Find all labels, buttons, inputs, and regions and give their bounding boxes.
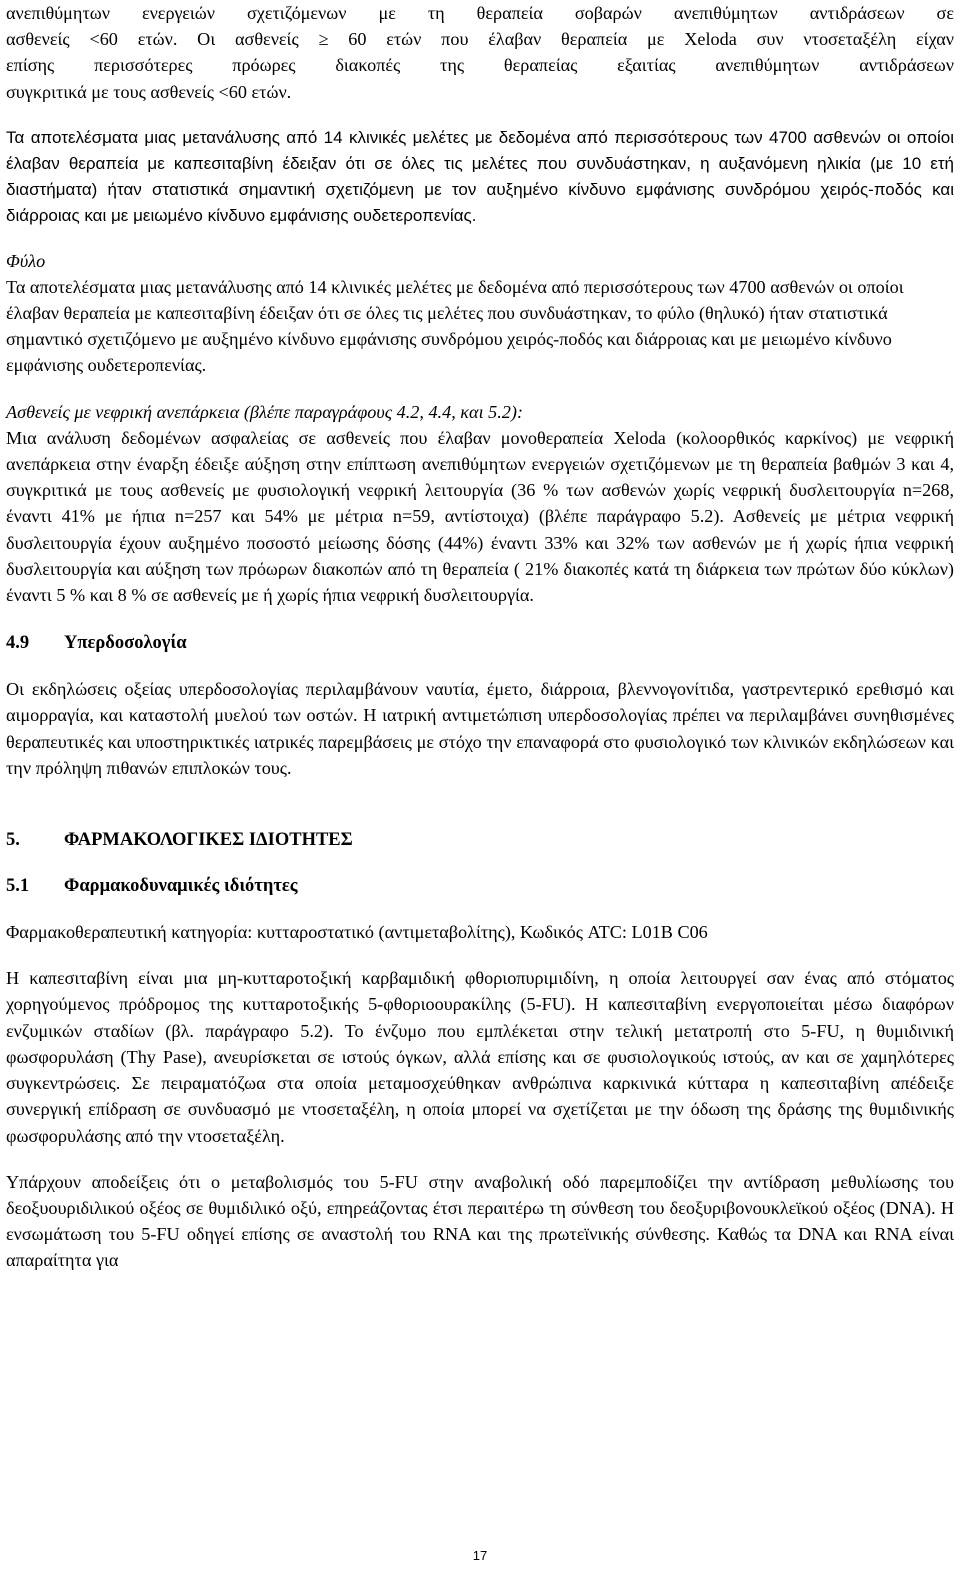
intro-paragraph — [6, 0, 954, 105]
mechanism-paragraph: Η καπεσιταβίνη είναι μια μη-κυτταροτοξική καρβαμιδική φθοριοπυριμιδίνη, η οποία λειτουργεί σαν ένας από στόματος χορηγούμενος πρόδρομος της κυτταροτοξικής 5-φθοριοουρακίλης (5-FU). Η καπεσιταβίνη ενεργοποιείται μέσω διαφόρων ενζυμικών σταδίων (βλ. παράγραφο 5.2). Το ένζυμο που εμπλέκεται στην τελική μετατροπή στο 5-FU, η θυμιδινική φωσφορυλάση (Thy Pase), ανευρίσκεται σε ιστούς όγκων, αλλά επίσης και σε φυσιολογικούς ιστούς, αν και σε χαμηλότερες συγκεντρώσεις. Σε πειραματόζωα στα οποία μεταμοσχεύθηκαν ανθρώπινα καρκινικά κύτταρα η καπεσιταβίνη απέδειξε συνεργική επίδραση σε συνδυασμό με ντοσεταξέλη, η οποία μπορεί να σχετίζεται με την όδωση της δράσης της θυμιδινικής φωσφορυλάσης από την ντοσεταξέλη. — [6, 968, 954, 1146]
sex-paragraph: Τα αποτελέσματα μιας μετανάλυσης από 14 κλινικές μελέτες με δεδομένα από περισσότερους των 4700 ασθενών οι οποίοι έλαβαν θεραπεία με καπεσιταβίνη έδειξαν ότι σε όλες τις μελέτες που συνδυάστηκαν, το φύλο (θηλυκό) ήταν στατιστικά σημαντικό σχετιζόμενο με αυξημένο κίνδυνο εμφάνισης συνδρόμου χειρός-ποδός και διάρροιας και με μειωμένο κίνδυνο εμφάνισης ουδετεροπενίας. — [6, 276, 904, 376]
page-number: 17 — [472, 1548, 488, 1563]
renal-heading: Ασθενείς με νεφρική ανεπάρκεια (βλέπε παραγράφους 4.2, 4.4, και 5.2): — [6, 401, 524, 422]
section-title: Φαρμακοδυναμικές ιδιότητες — [64, 876, 298, 897]
intro-line: επίσης περισσότερες πρόωρες διακοπές της θεραπείας εξαιτίας ανεπιθύμητων αντιδράσεων — [6, 55, 954, 76]
section-number: 4.9 — [6, 633, 30, 654]
document-page — [6, 0, 954, 1274]
section-title: ΦΑΡΜΑΚΟΛΟΓΙΚΕΣ ΙΔΙΟΤΗΤΕΣ — [64, 830, 353, 851]
section-5-1-heading — [6, 873, 954, 899]
intro-line: συγκριτικά με τους ασθενείς <60 ετών. — [6, 81, 292, 102]
intro-line: ανεπιθύμητων ενεργειών σχετιζόμενων με τη θεραπεία σοβαρών ανεπιθύμητων αντιδράσεων σε — [6, 3, 954, 23]
evidence-paragraph: Υπάρχουν αποδείξεις ότι ο μεταβολισμός του 5-FU στην αναβολική οδό παρεμποδίζει την αντίδραση μεθυλίωσης του δεοξυουριδιλικού οξέος σε θυμιδιλικό οξύ, επηρεάζοντας έτσι περαιτέρω τη σύνθεση του δεοξυριβονουκλεϊκού οξέος (DNA). Η ενσωμάτωση του 5-FU οδηγεί επίσης σε αναστολή του RNA και της πρωτεϊνικής σύνθεσης. Καθώς τα DNA και RNA είναι απαραίτητα για — [6, 1171, 954, 1271]
renal-paragraph: Μια ανάλυση δεδομένων ασφαλείας σε ασθενείς που έλαβαν μονοθεραπεία Xeloda (κολοορθικός καρκίνος) με νεφρική ανεπάρκεια στην έναρξη έδειξε αύξηση στην επίπτωση ανεπιθύμητων ενεργειών σχετιζόμενων με τη θεραπεία βαθμών 3 και 4, συγκριτικά με τους ασθενείς με φυσιολογική νεφρική λειτουργία (36 % των ασθενών χωρίς νεφρική δυσλειτουργία n=268, έναντι 41% με ήπια n=257 και 54% με μέτρια n=59, αντίστοιχα) (βλέπε παράγραφο 5.2). Ασθενείς με μέτρια νεφρική δυσλειτουργία έχουν αυξημένο ποσοστό μείωσης δόσης (44%) έναντι 33% και 32% των ασθενών με ή χωρίς ήπια νεφρική δυσλειτουργία και αύξηση των πρόωρων διακοπών από τη θεραπεία ( 21% διακοπές κατά τη διάρκεια των πρώτων δύο κύκλων) έναντι 5 % και 8 % σε ασθενείς με ή χωρίς ήπια νεφρική δυσλειτουργία. — [6, 427, 954, 606]
overdose-paragraph: Οι εκδηλώσεις οξείας υπερδοσολογίας περιλαμβάνουν ναυτία, έμετο, διάρροια, βλεννογονίτιδα, γαστρεντερικό ερεθισμό και αιμορραγία, και καταστολή μυελού των οστών. Η ιατρική αντιμετώπιση υπερδοσολογίας πρέπει να περιλαμβάνει συνηθισμένες θεραπευτικές και υποστηρικτικές ιατρικές παρεμβάσεις με στόχο την επαναφορά στο φυσιολογικό των κλινικών εκδηλώσεων και την πρόληψη πιθανών επιπλοκών τους. — [6, 679, 954, 778]
section-number: 5. — [6, 830, 20, 851]
section-title: Υπερδοσολογία — [64, 633, 187, 654]
atc-category-line: Φαρμακοθεραπευτική κατηγορία: κυτταροστατικό (αντιμεταβολίτης), Κωδικός ATC: L01B C06 — [6, 922, 708, 943]
intro-line: ασθενείς <60 ετών. Οι ασθενείς ≥ 60 ετών που έλαβαν θεραπεία με Xeloda συν ντοσεταξέλη είχαν — [6, 29, 954, 50]
section-5-heading — [6, 827, 954, 853]
sex-heading: Φύλο — [6, 250, 46, 271]
age-meta-analysis-paragraph: Τα αποτελέσματα μιας μετανάλυσης από 14 κλινικές μελέτες με δεδομένα από περισσότερους των 4700 ασθενών οι οποίοι έλαβαν θεραπεία με καπεσιταβίνη έδειξαν ότι σε όλες τις μελέτες που συνδυάστηκαν, η αυξανόμενη ηλικία (με 10 ετή διαστήματα) ήταν στατιστικά σημαντική σχετιζόμενη με τον αυξημένο κίνδυνο εμφάνισης συνδρόμου χειρός-ποδός και διάρροιας και με μειωμένο κίνδυνο εμφάνισης ουδετεροπενίας. — [6, 127, 954, 226]
section-number: 5.1 — [6, 876, 30, 897]
section-4-9-heading — [6, 630, 954, 656]
